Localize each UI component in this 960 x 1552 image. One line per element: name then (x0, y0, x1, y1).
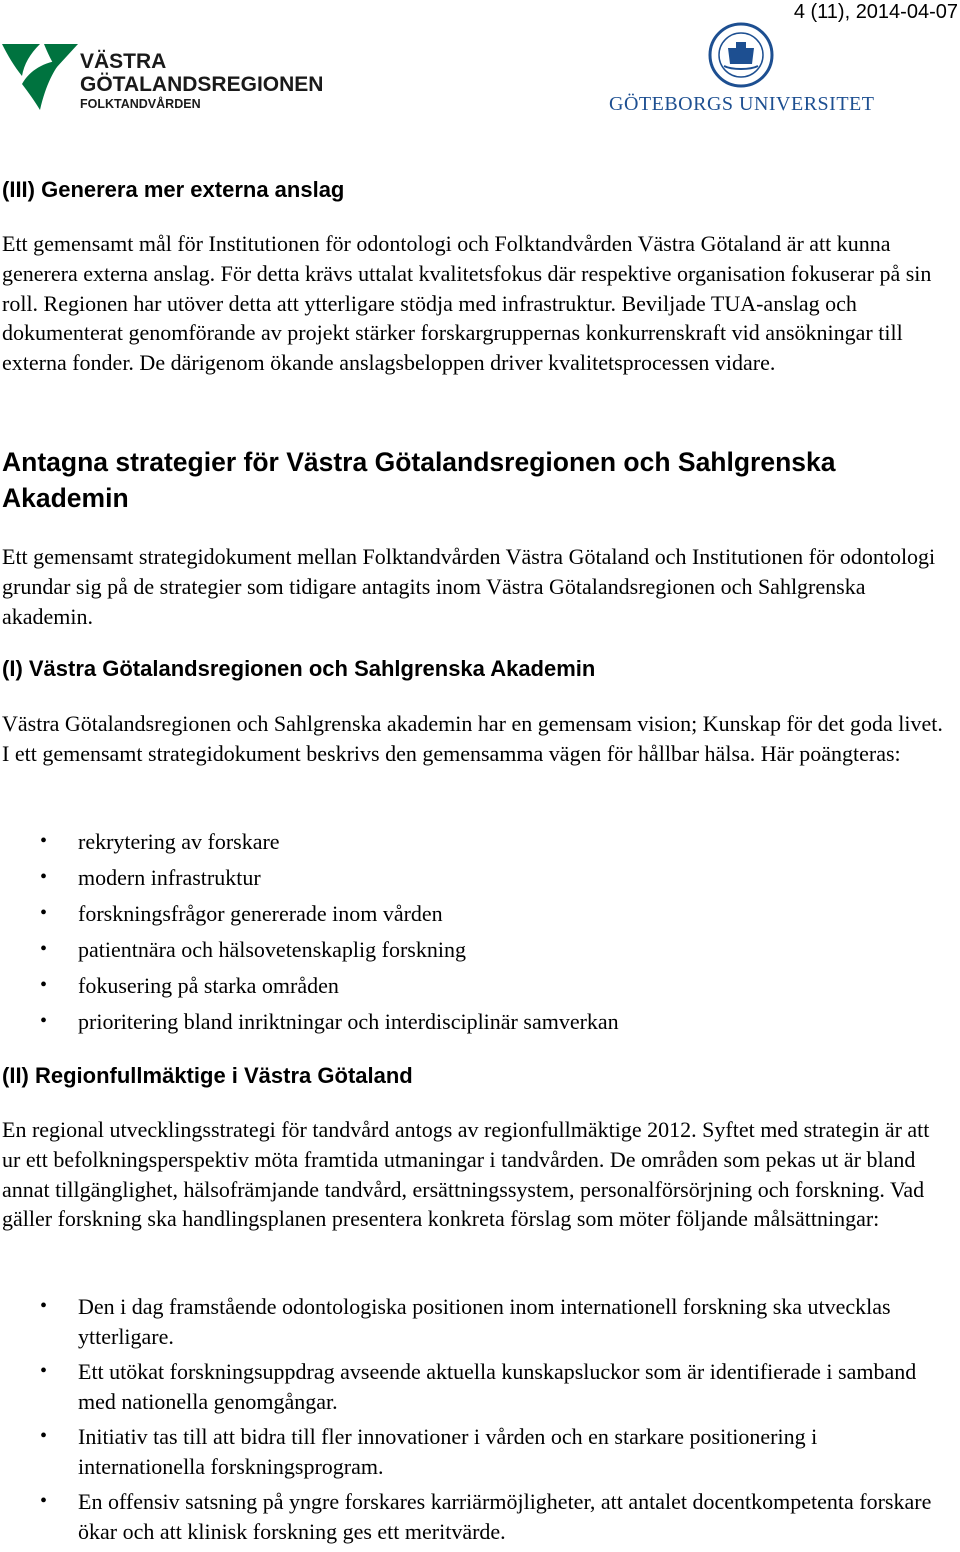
vgr-emblem-icon (2, 44, 78, 110)
logo-line-3: FOLKTANDVÅRDEN (80, 97, 201, 111)
list-item: • fokusering på starka områden (2, 971, 619, 1007)
bullet-icon: • (40, 938, 48, 960)
list-item: • forskningsfrågor genererade inom vården (2, 899, 619, 935)
logo-line-2: GÖTALANDSREGIONEN (80, 73, 324, 96)
list-item: • Initiativ tas till att bidra till fler innovationer i vården och en starkare positionering i internationella forskningsprogram. (40, 1424, 818, 1479)
section-ii-paragraph: En regional utvecklingsstrategi för tandvård antogs av regionfullmäktige 2012. Syftet med strategin är att ur ett befolkningsperspektiv möta framtida utmaningar i tandvården. De områden som pekas ut är bland annat tillgänglighet, hälsofrämjande tandvård, ersättningssystem, personalförsörjning och forskning. Vad gäller forskning ska handlingsplanen presentera konkreta förslag som möter följande målsättningar: (2, 1117, 930, 1232)
bullet-icon: • (40, 866, 48, 888)
section-ii-bullet-list (2, 1292, 932, 1552)
section-iii-heading: (III) Generera mer externa anslag (2, 177, 345, 202)
page-number: 4 (11), 2014-04-07 (793, 1, 958, 23)
list-item: • patientnära och hälsovetenskaplig forskning (2, 935, 619, 971)
list-item: • Ett utökat forskningsuppdrag avseende aktuella kunskapsluckor som är identifierade i samband med nationella genomgångar. (40, 1359, 917, 1414)
bullet-icon: • (40, 1360, 48, 1383)
vastra-gotalandsregionen-logo (0, 40, 340, 115)
university-seal-icon (710, 24, 772, 86)
bullet-icon: • (40, 1295, 48, 1317)
list-item: • En offensiv satsning på yngre forskares karriärmöjligheter, att antalet docentkompetenta forskare ökar och att klinisk forskning ges ett meritvärde. (40, 1489, 932, 1545)
section-iii-paragraph: Ett gemensamt mål för Institutionen för odontologi och Folktandvården Västra Götaland är att kunna generera externa anslag. För detta krävs uttalat kvalitetsfokus där respektive organisation fokuserar på sin roll. Regionen har utöver detta att ytterligare stödja med infrastruktur. Beviljade TUA-anslag och dokumenterat genomförande av projekt stärker forskargruppernas konkurrenskraft vid ansökningar till externa fonder. De därigenom ökande anslagsbeloppen driver kvalitetsprocessen vidare. (2, 231, 932, 376)
list-item: • prioritering bland inriktningar och interdisciplinär samverkan (2, 1007, 619, 1043)
intro-paragraph: Ett gemensamt strategidokument mellan Folktandvården Västra Götaland och Institutionen för odontologi grundar sig på de strategier som tidigare antagits inom Västra Götalandsregionen och Sahlgrenska akademin. (2, 544, 936, 629)
bullet-icon: • (40, 1490, 48, 1513)
bullet-icon: • (40, 1425, 48, 1448)
logo-line-1: VÄSTRA (80, 50, 167, 73)
bullet-icon: • (40, 974, 48, 996)
section-i-bullet-list (2, 827, 619, 1043)
section-ii-heading: (II) Regionfullmäktige i Västra Götaland (2, 1063, 413, 1088)
page-title: Antagna strategier för Västra Götalandsregionen och Sahlgrenska Akademin (2, 447, 836, 513)
bullet-icon: • (40, 830, 48, 852)
bullet-icon: • (40, 1010, 48, 1032)
list-item: • modern infrastruktur (2, 863, 619, 899)
bullet-icon: • (40, 902, 48, 924)
list-item: • rekrytering av forskare (2, 827, 619, 863)
list-item: • Den i dag framstående odontologiska positionen inom internationell forskning ska utvecklas ytterligare. (40, 1294, 891, 1349)
section-i-paragraph: Västra Götalandsregionen och Sahlgrenska akademin har en gemensam vision; Kunskap för det goda livet. I ett gemensamt strategidokument beskrivs den gemensamma vägen för hållbar hälsa. Här poängteras: (2, 711, 943, 766)
goteborgs-universitet-logo (606, 20, 876, 118)
section-i-heading: (I) Västra Götalandsregionen och Sahlgrenska Akademin (2, 656, 596, 681)
university-name: GÖTEBORGS UNIVERSITET (609, 93, 875, 115)
